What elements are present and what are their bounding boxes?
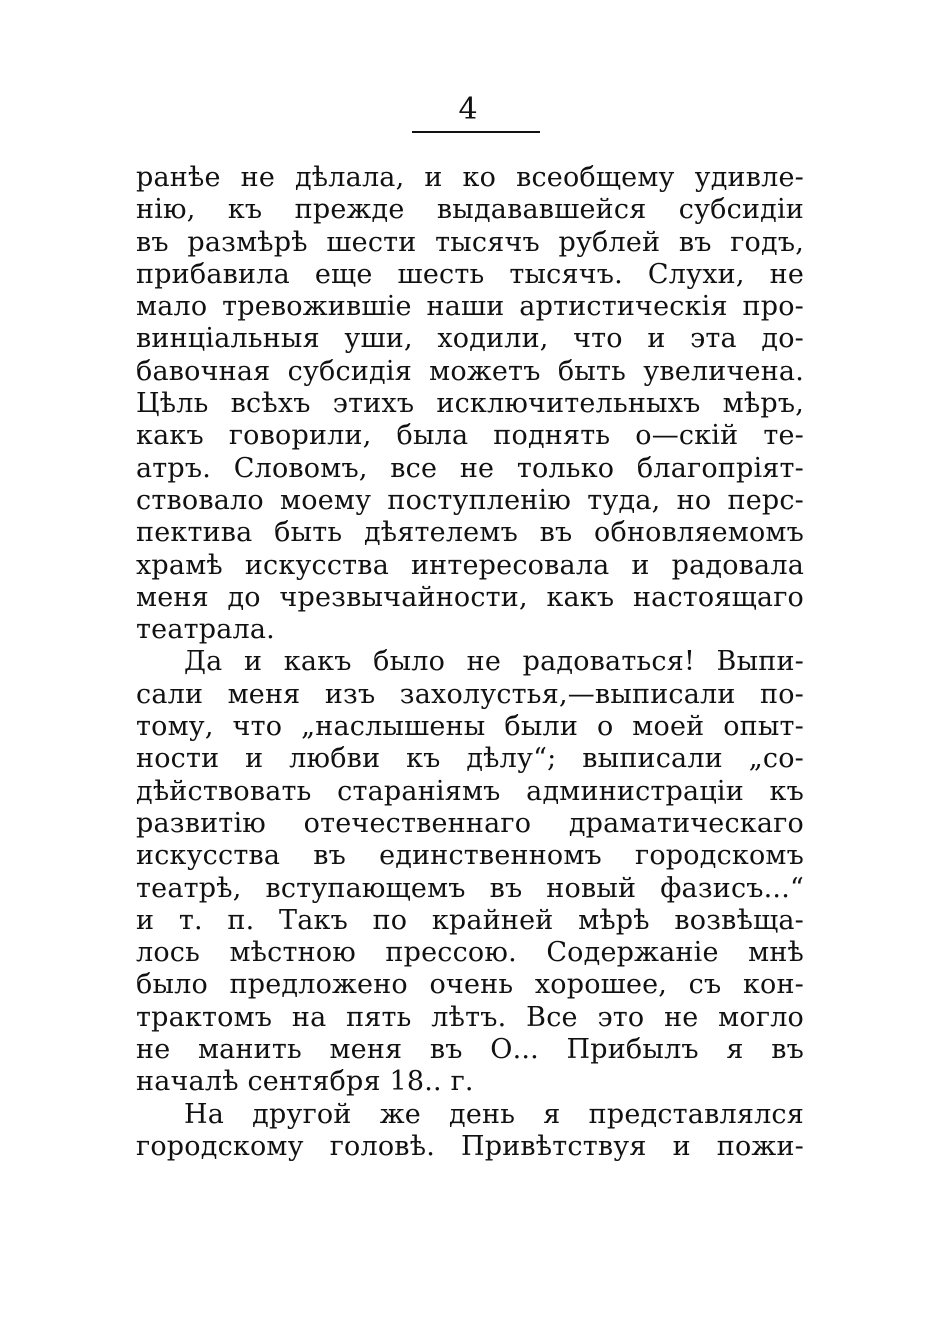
text-line: храмѣ искусства интересовала и радовала [136,549,804,581]
text-line: нію, къ прежде выдававшейся субсидіи [136,194,804,226]
text-line: городскому головѣ. Привѣтствуя и пожи- [136,1130,804,1162]
text-line: атръ. Словомъ, все не только благопріят- [136,452,804,484]
text-line: бавочная субсидія можетъ быть увеличена. [136,355,804,387]
text-line: ности и любви къ дѣлу“; выписали „со- [136,743,804,775]
text-line: трактомъ на пять лѣтъ. Все это не могло [136,1001,804,1033]
text-line: театрѣ, вступающемъ въ новый фазисъ...“ [136,872,804,904]
text-line: началѣ сентября 18.. г. [136,1066,474,1098]
text-line: развитію отечественнаго драматическаго [136,807,804,839]
text-line: было предложено очень хорошее, съ кон- [136,969,804,1001]
text-line: прибавила еще шесть тысячъ. Слухи, не [136,258,804,290]
text-line: мало тревожившіе наши артистическія про- [136,291,804,323]
text-line: Цѣль всѣхъ этихъ исключительныхъ мѣръ, [136,388,804,420]
text-line: дѣйствовать стараніямъ администраціи къ [136,775,804,807]
text-line: въ размѣрѣ шести тысячъ рублей въ годъ, [136,226,804,258]
text-line: не манить меня въ О... Прибылъ я въ [136,1034,804,1066]
text-line: тому, что „наслышены были о моей опыт- [136,711,804,743]
text-line: искусства въ единственномъ городскомъ [136,840,804,872]
text-line: лось мѣстною прессою. Содержаніе мнѣ [136,937,804,969]
text-line: сали меня изъ захолустья,—выписали по- [136,678,804,710]
text-line: какъ говорили, была поднять о—скій те- [136,420,804,452]
text-line: На другой же день я представлялся [184,1098,804,1130]
text-line: ранѣе не дѣлала, и ко всеобщему удивле- [136,162,804,193]
text-line: пектива быть дѣятелемъ въ обновляемомъ [136,517,804,549]
text-line: винціальныя уши, ходили, что и эта до- [136,323,804,355]
text-line: и т. п. Такъ по крайней мѣрѣ возвѣща- [136,904,804,936]
text-line: Да и какъ было не радоваться! Выпи- [184,646,804,678]
text-line: ствовало моему поступленію туда, но перс- [136,484,804,516]
body-text [136,162,804,1163]
text-line: меня до чрезвычайности, какъ настоящаго [136,581,804,613]
text-line: театрала. [136,614,275,646]
page-number: 4 [458,92,478,127]
header-rule [412,131,540,133]
